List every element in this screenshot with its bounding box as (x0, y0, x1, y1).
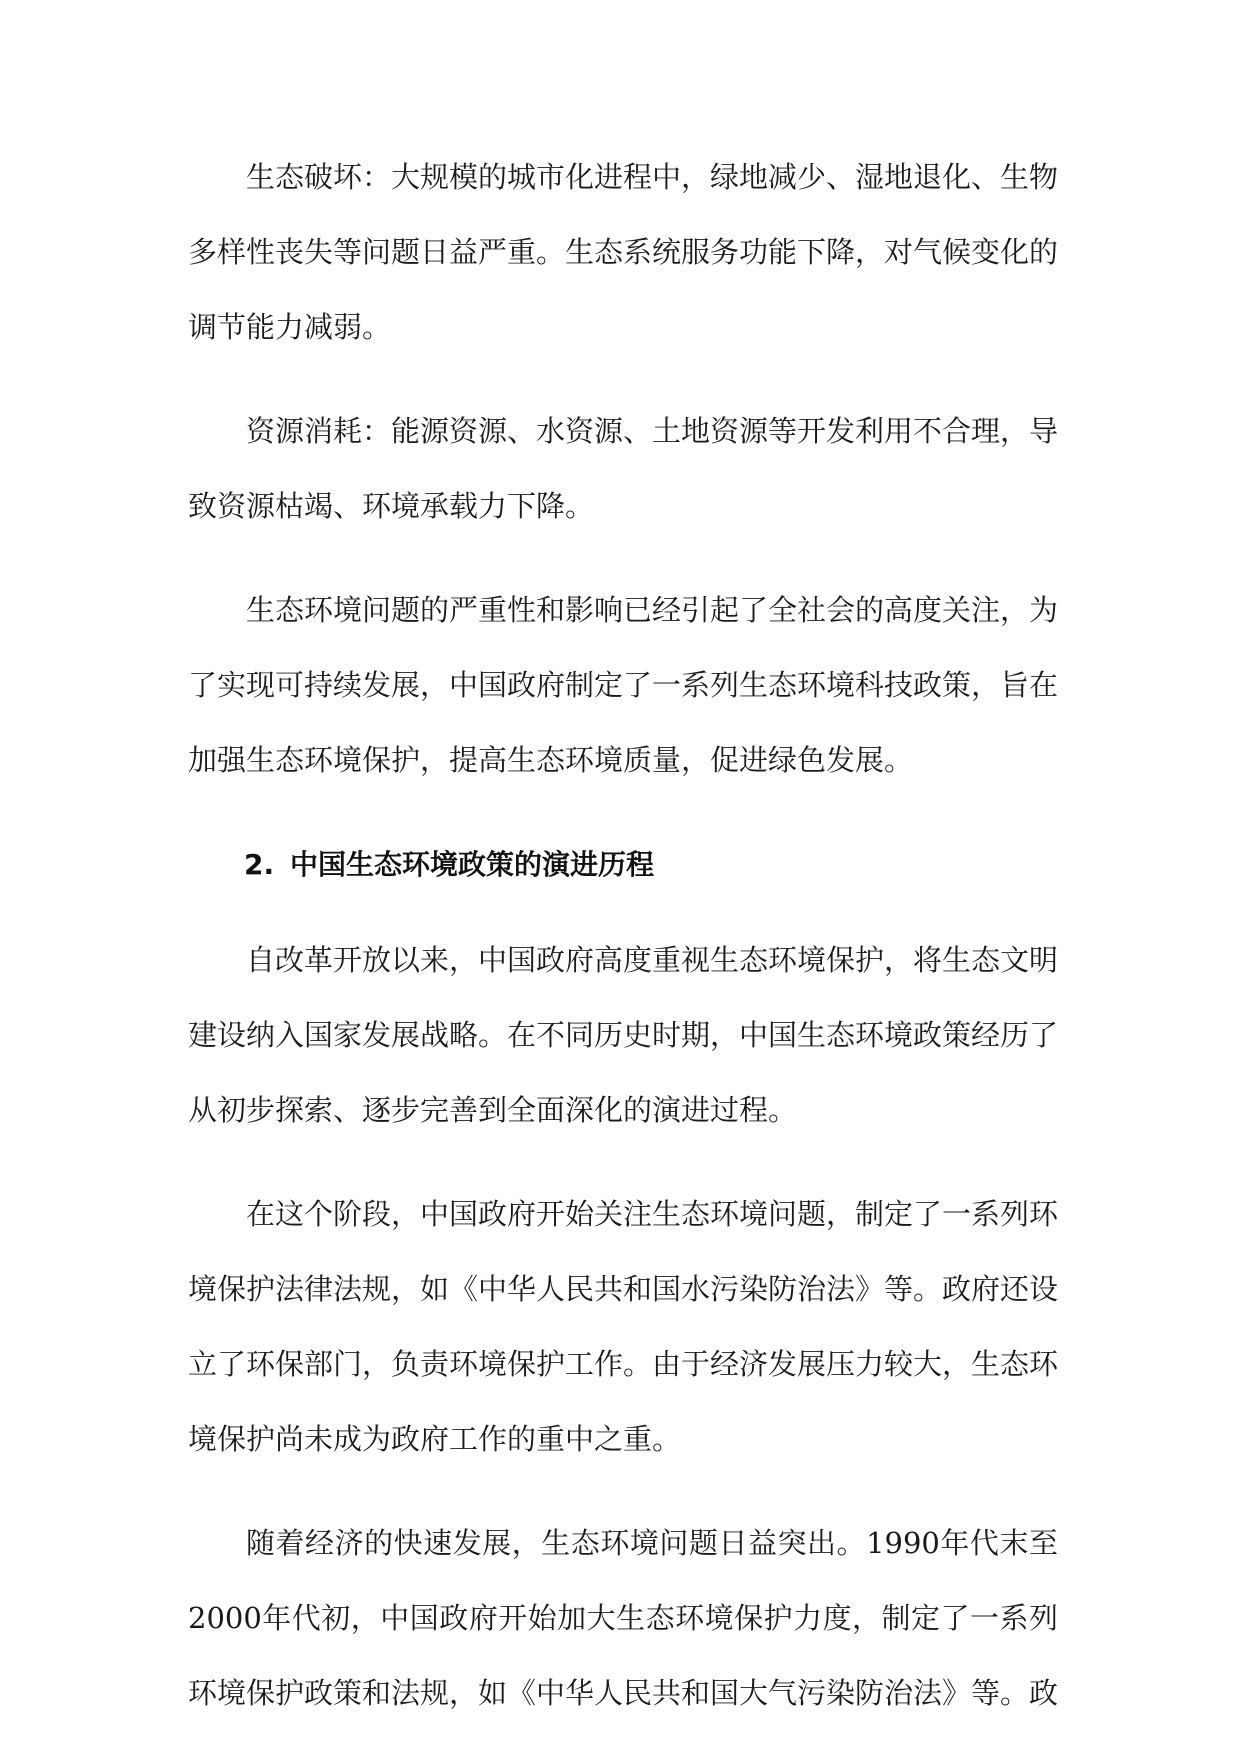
paragraph-policy-attention: 生态环境问题的严重性和影响已经引起了全社会的高度关注，为了实现可持续发展，中国政府制定了一系列生态环境科技政策，旨在加强生态环境保护，提高生态环境质量，促进绿色发展。 (188, 593, 1059, 777)
paragraph-resource-consumption: 资源消耗：能源资源、水资源、土地资源等开发利用不合理，导致资源枯竭、环境承载力下降。 (188, 414, 1059, 523)
paragraph-early-stage: 在这个阶段，中国政府开始关注生态环境问题，制定了一系列环境保护法律法规，如《中华人民共和国水污染防治法》等。政府还设立了环保部门，负责环境保护工作。由于经济发展压力较大，生态环境保护尚未成为政府工作的重中之重。 (188, 1197, 1059, 1456)
section-title: 中国生态环境政策的演进历程 (290, 848, 655, 881)
paragraph-rapid-development: 随着经济的快速发展，生态环境问题日益突出。1990年代末至2000年代初，中国政府开始加大生态环境保护力度，制定了一系列环境保护政策和法规，如《中华人民共和国大气污染防治法》等。政 (188, 1526, 1059, 1710)
section-heading (188, 828, 1058, 902)
paragraph-ecological-damage: 生态破坏：大规模的城市化进程中，绿地减少、湿地退化、生物多样性丧失等问题日益严重。生态系统服务功能下降，对气候变化的调节能力减弱。 (188, 160, 1059, 344)
paragraph-reform-intro: 自改革开放以来，中国政府高度重视生态环境保护，将生态文明建设纳入国家发展战略。在不同历史时期，中国生态环境政策经历了从初步探索、逐步完善到全面深化的演进过程。 (188, 943, 1059, 1127)
section-number: 2. (244, 848, 275, 881)
document-body (188, 140, 1058, 1760)
